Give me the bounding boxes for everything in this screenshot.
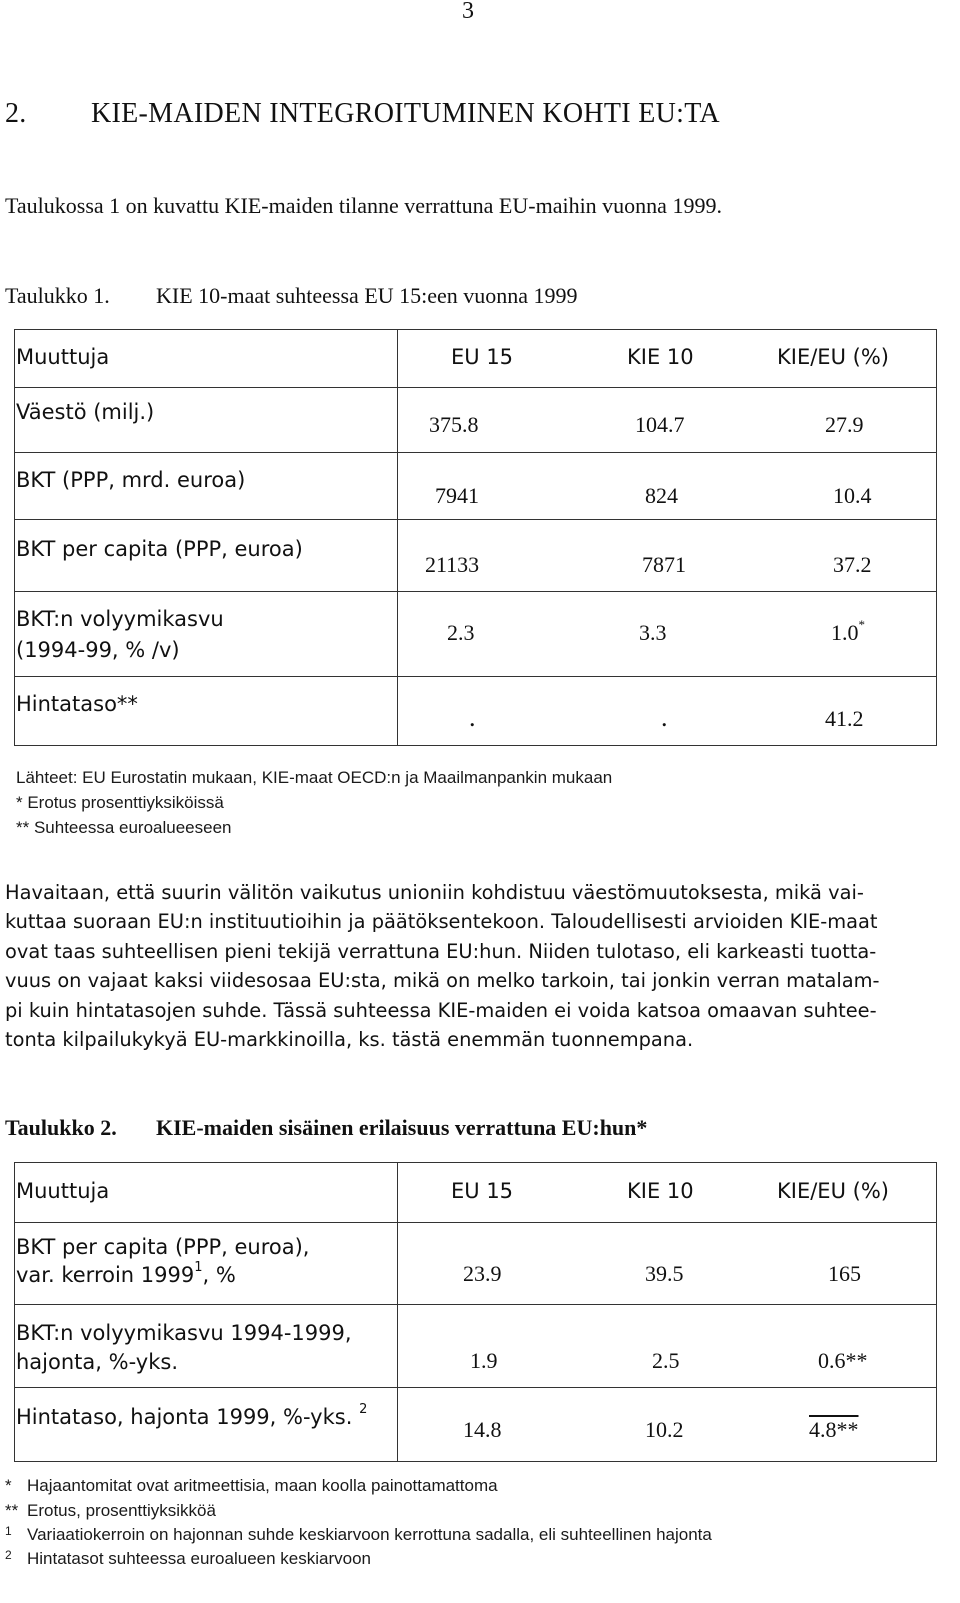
table2-cell-ratio: 165 [828,1261,861,1286]
table1-cell-kie: 7871 [642,552,686,577]
section-heading [5,98,720,130]
table1-row-label: BKT:n volyymikasvu [16,607,224,631]
table1-cell-eu: . [469,703,476,732]
table2-cell-kie: 39.5 [645,1261,684,1286]
table1-sources-line: Lähteet: EU Eurostatin mukaan, KIE-maat OECD:n ja Maailmanpankin mukaan [16,768,613,787]
table2-caption-title: KIE-maiden sisäinen erilaisuus verrattuna EU:hun* [156,1115,648,1140]
table1-cell-kie: 104.7 [635,412,685,437]
table1-row-label: Väestö (milj.) [16,400,155,424]
table2-cell-eu: 23.9 [463,1261,502,1286]
table1-caption-label: Taulukko 1. [5,283,110,308]
paragraph-line: ovat taas suhteellisen pieni tekijä verrattuna EU:hun. Niiden tulotaso, eli karkeasti tuotta- [5,940,877,963]
table2-footnote [5,1525,712,1545]
footnote-text: Erotus, prosenttiyksikköä [27,1501,216,1520]
table1-header-ratio: KIE/EU (%) [777,345,889,369]
table1-header-kie10: KIE 10 [627,345,694,369]
table2-cell-eu: 1.9 [470,1348,498,1373]
table2-row-label-text: var. kerroin 1999 [16,1263,195,1287]
table2-footnote [5,1476,498,1496]
table2-row-label-line2 [15,1260,236,1287]
paragraph-line: kuttaa suoraan EU:n instituutioihin ja päätöksentekoon. Taloudellisesti arvioiden KIE-maat [5,910,878,933]
table2-cell-ratio: 0.6** [818,1348,868,1373]
table1-sources-line: * Erotus prosenttiyksiköissä [16,793,224,812]
table1-cell-eu: 21133 [425,552,480,577]
table1-ratio-footnote-mark: * [858,617,865,632]
table2-header-ratio: KIE/EU (%) [777,1179,889,1203]
table2-row-label-line2: hajonta, %-yks. [16,1350,178,1374]
table2-caption-label: Taulukko 2. [5,1115,117,1140]
section-title: KIE-MAIDEN INTEGROITUMINEN KOHTI EU:TA [91,98,720,129]
section-number: 2. [5,98,27,129]
table1-caption-title: KIE 10-maat suhteessa EU 15:een vuonna 1999 [156,283,578,308]
footnote-text: Variaatiokerroin on hajonnan suhde keskiarvoon kerrottuna sadalla, eli suhteellinen hajonta [27,1525,712,1544]
table2-caption [5,1115,647,1141]
table2-row-label-tail: , % [202,1263,236,1287]
intro-text: Taulukossa 1 on kuvattu KIE-maiden tilanne verrattuna EU-maihin vuonna 1999. [5,193,722,218]
table2-cell-ratio [809,1417,859,1443]
footnote-ref: 1 [194,1260,203,1275]
footnote-mark: * [5,1476,12,1495]
footnote-ref: 2 [359,1402,368,1417]
table1-cell-ratio [831,617,865,646]
table2-header-eu15: EU 15 [451,1179,514,1203]
footnote-mark: 2 [5,1548,12,1562]
table1-cell-eu: 375.8 [429,412,479,437]
footnote-text: Hintatasot suhteessa euroalueen keskiarvoon [27,1549,371,1568]
table1-row-label: BKT (PPP, mrd. euroa) [16,468,246,492]
table2-row-label-text: Hintataso, hajonta 1999, %-yks. [16,1405,353,1429]
table2-row-label: BKT:n volyymikasvu 1994-1999, [16,1321,352,1345]
table1-cell-ratio: 27.9 [825,412,864,437]
table1-cell-ratio: 10.4 [833,483,872,508]
footnote-text: Hajaantomitat ovat aritmeettisia, maan koolla painottamattoma [27,1476,498,1495]
table1-cell-eu: 2.3 [447,620,475,645]
table2-footnote [5,1501,216,1521]
table2-cell-kie: 10.2 [645,1417,684,1442]
table1-cell-kie: . [661,703,668,732]
table1-cell-kie: 824 [645,483,678,508]
table1-row-label: BKT per capita (PPP, euroa) [16,537,303,561]
footnote-mark: ** [5,1501,19,1520]
table2 [14,1162,937,1462]
table1-cell-kie: 3.3 [639,620,667,645]
table1-sources-line: ** Suhteessa euroalueeseen [16,818,232,837]
table2-row-label [15,1402,368,1429]
paragraph-line: Havaitaan, että suurin välitön vaikutus unioniin kohdistuu väestömuutoksesta, mikä vai- [5,881,864,904]
table1-ratio-value: 1.0 [831,620,859,645]
table2-ratio-value: 4.8** [809,1417,859,1442]
table1-cell-eu: 7941 [435,483,479,508]
paragraph-line: tonta kilpailukykyä EU-markkinoilla, ks. tästä enemmän tuonnempana. [5,1028,694,1051]
table2-cell-eu: 14.8 [463,1417,502,1442]
table2-row-label: BKT per capita (PPP, euroa), [16,1235,310,1259]
table1-cell-ratio: 41.2 [825,706,864,731]
table1-header-eu15: EU 15 [451,345,514,369]
table1-header-variable: Muuttuja [16,345,110,369]
page-number: 3 [462,0,474,24]
table2-cell-kie: 2.5 [652,1348,680,1373]
table2-header-kie10: KIE 10 [627,1179,694,1203]
table1 [14,329,937,746]
table1-cell-ratio: 37.2 [833,552,872,577]
table1-row-label-line2: (1994-99, % /v) [16,638,180,662]
footnote-mark: 1 [5,1524,12,1538]
table1-row-label: Hintataso** [16,692,138,716]
table1-caption [5,283,578,309]
table2-footnote [5,1549,371,1569]
table2-header-variable: Muuttuja [16,1179,110,1203]
paragraph-line: vuus on vajaat kaksi viidesosaa EU:sta, mikä on melko tarkoin, tai jonkin verran matalam- [5,969,880,992]
paragraph-line: pi kuin hintatasojen suhde. Tässä suhteessa KIE-maiden ei voida katsoa omaavan suhtee- [5,999,877,1022]
